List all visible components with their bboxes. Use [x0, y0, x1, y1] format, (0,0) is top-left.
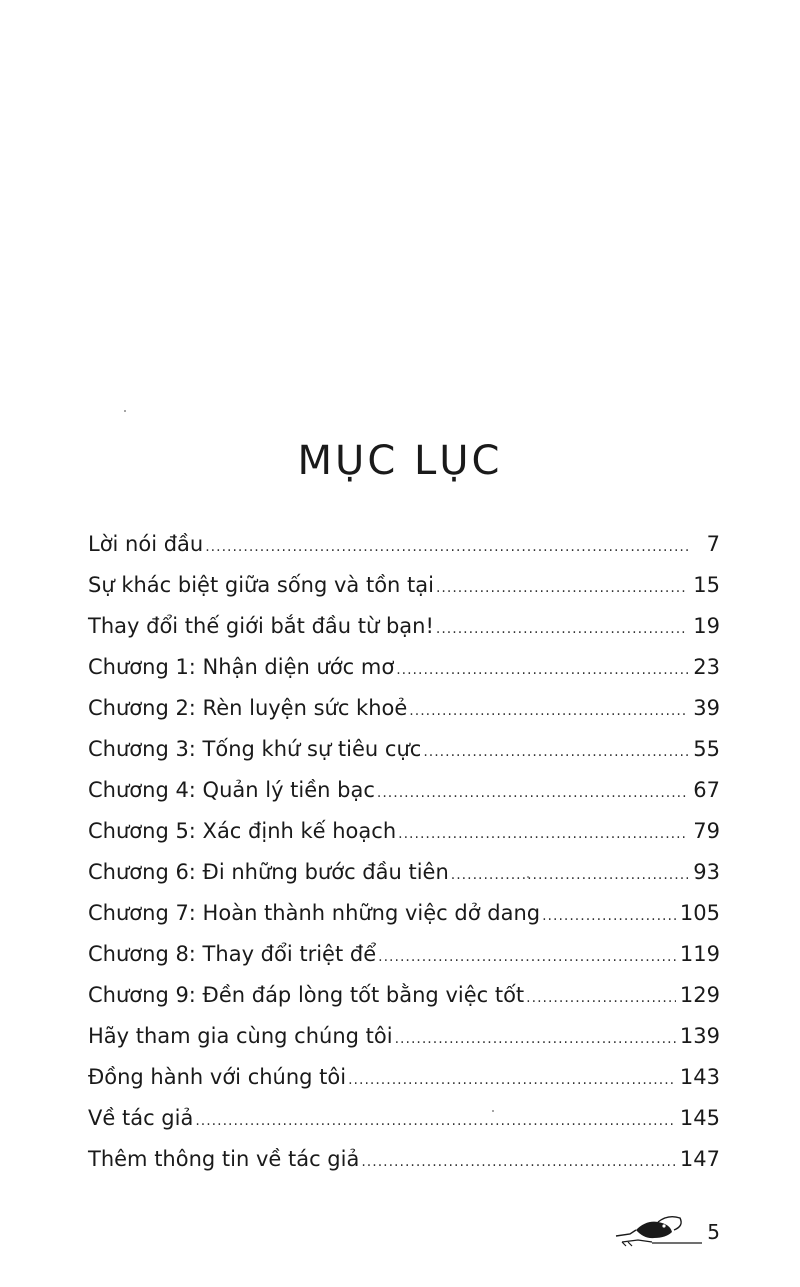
- toc-leader-dots: [526, 990, 676, 1006]
- toc-entry-page: 15: [693, 573, 720, 597]
- toc-leader-dots: [436, 580, 688, 596]
- toc-entry-page: 93: [693, 860, 720, 884]
- toc-entry-label: Lời nói đầu: [88, 532, 204, 556]
- toc-leader-dots: [348, 1072, 676, 1088]
- toc-entry-page: 145: [679, 1106, 720, 1130]
- toc-entry[interactable]: [88, 573, 720, 614]
- toc-entry-label: Chương 2: Rèn luyện sức khoẻ: [88, 696, 408, 720]
- toc-entry-page: 39: [693, 696, 720, 720]
- toc-entry-label: Về tác giả: [88, 1106, 194, 1130]
- toc-entry[interactable]: [88, 1147, 720, 1188]
- toc-leader-dots: [377, 785, 688, 801]
- toc-entry[interactable]: [88, 696, 720, 737]
- toc-leader-dots: [409, 703, 688, 719]
- toc-leader-dots: [396, 662, 688, 678]
- toc-entry-page: 119: [679, 942, 720, 966]
- table-of-contents: [88, 532, 720, 1188]
- toc-entry-label: Chương 4: Quản lý tiền bạc: [88, 778, 375, 802]
- toc-leader-dots: [195, 1113, 676, 1129]
- toc-entry-page: 23: [693, 655, 720, 679]
- toc-leader-dots: [398, 826, 688, 842]
- toc-entry-label: Chương 1: Nhận diện ước mơ: [88, 655, 395, 679]
- toc-entry[interactable]: [88, 655, 720, 696]
- toc-entry[interactable]: [88, 1065, 720, 1106]
- toc-entry[interactable]: [88, 983, 720, 1024]
- toc-leader-dots: [436, 621, 688, 637]
- toc-entry-page: 139: [679, 1024, 720, 1048]
- toc-entry[interactable]: [88, 532, 720, 573]
- toc-entry-page: 67: [693, 778, 720, 802]
- toc-entry-page: 147: [679, 1147, 720, 1171]
- toc-entry-label: Chương 8: Thay đổi triệt để: [88, 942, 377, 966]
- toc-leader-dots: [378, 949, 676, 965]
- toc-entry[interactable]: [88, 901, 720, 942]
- toc-leader-dots: [395, 1031, 676, 1047]
- toc-entry-label: Chương 6: Đi những bước đầu tiên: [88, 860, 449, 884]
- toc-entry[interactable]: [88, 1024, 720, 1065]
- toc-entry-label: Chương 3: Tống khứ sự tiêu cực: [88, 737, 422, 761]
- paper-speck: [527, 876, 529, 878]
- toc-entry[interactable]: [88, 860, 720, 901]
- toc-leader-dots: [205, 539, 688, 555]
- toc-entry-page: 19: [693, 614, 720, 638]
- toc-leader-dots: [423, 744, 688, 760]
- toc-entry[interactable]: [88, 942, 720, 983]
- toc-entry-page: 55: [693, 737, 720, 761]
- toc-entry-label: Chương 7: Hoàn thành những việc dở dang: [88, 901, 541, 925]
- page-footer: [612, 1212, 722, 1252]
- doodle-bird-icon: [612, 1212, 704, 1252]
- paper-speck: [124, 410, 126, 412]
- toc-entry-label: Thay đổi thế giới bắt đầu từ bạn!: [88, 614, 434, 638]
- paper-speck: [492, 1110, 494, 1112]
- toc-entry-label: Chương 5: Xác định kế hoạch: [88, 819, 397, 843]
- toc-leader-dots: [451, 867, 688, 883]
- toc-entry-page: 129: [679, 983, 720, 1007]
- toc-entry-label: Thêm thông tin về tác giả: [88, 1147, 360, 1171]
- toc-leader-dots: [542, 908, 676, 924]
- toc-entry-label: Hãy tham gia cùng chúng tôi: [88, 1024, 393, 1048]
- toc-title: MỤC LỤC: [297, 438, 503, 484]
- toc-entry-label: Sự khác biệt giữa sống và tồn tại: [88, 573, 434, 597]
- toc-entry[interactable]: [88, 737, 720, 778]
- toc-entry-label: Đồng hành với chúng tôi: [88, 1065, 347, 1089]
- toc-entry[interactable]: [88, 778, 720, 819]
- toc-entry[interactable]: [88, 819, 720, 860]
- toc-leader-dots: [361, 1154, 676, 1170]
- toc-entry-page: 7: [706, 532, 720, 556]
- toc-entry-page: 79: [693, 819, 720, 843]
- page-number: 5: [707, 1220, 720, 1244]
- toc-entry-page: 105: [679, 901, 720, 925]
- toc-entry[interactable]: [88, 1106, 720, 1147]
- toc-entry[interactable]: [88, 614, 720, 655]
- toc-entry-label: Chương 9: Đền đáp lòng tốt bằng việc tốt: [88, 983, 525, 1007]
- toc-entry-page: 143: [679, 1065, 720, 1089]
